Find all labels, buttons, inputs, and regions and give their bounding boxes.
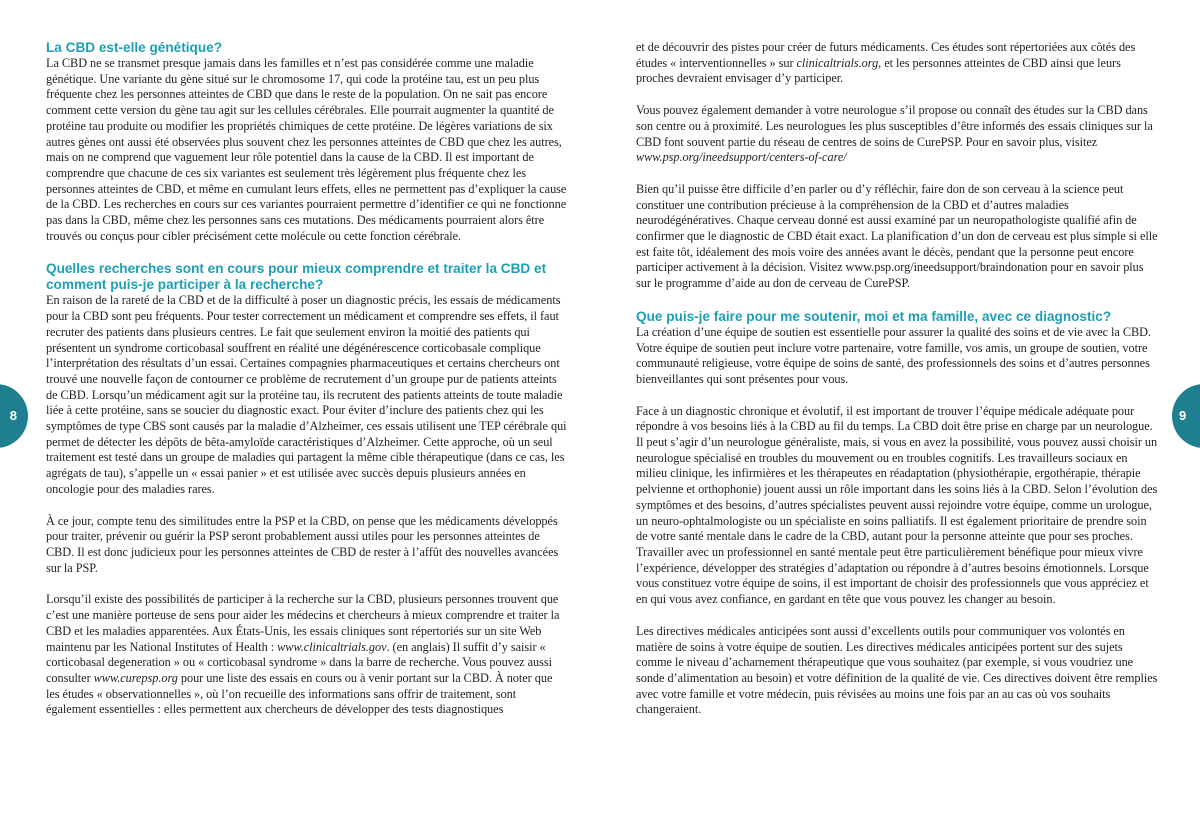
section-heading-support: Que puis-je faire pour me soutenir, moi et ma famille, avec ce diagnostic? (636, 308, 1112, 324)
link-clinicaltrials-gov[interactable]: www.clinicaltrials.gov (277, 639, 387, 654)
text-neurologist-a: Vous pouvez également demander à votre neurologue s’il propose ou connaît des études sur la CBD dans son centre ou à proximité. Les neurologues les plus susceptibles d’être informés des essais cliniques sur la CBD font souvent partie du réseau de centres de soins de CurePSP. Pour en savoir plus, visitez (636, 103, 1153, 149)
paragraph-observational-studies (636, 40, 1158, 87)
paragraph-medical-team: Face à un diagnostic chronique et évolutif, il est important de trouver l’équipe médicale adéquate pour répondre à vos besoins liés à la CBD au fil du temps. La CBD doit être prise en charge par un neurologue. Il peut s’agir d’un neurologue généraliste, mais, si vous en avez la possibilité, vous pouvez aussi choisir un neurologue spécialisé en troubles du mouvement ou en troubles cognitifs. Les travailleurs sociaux en milieu clinique, les infirmières et les thérapeutes en réadaptation (physiothérapie, ergothérapie, thérapie pelvienne et orthophonie) jouent aussi un rôle important dans les soins liés à la CBD. Selon l’évolution des symptômes et des besoins, d’autres spécialistes peuvent aussi rejoindre votre équipe, comme un urologue, un neuro-ophtalmologiste ou un spécialiste en soins palliatifs. Il est également prioritaire de prendre soin de votre santé mentale dans le cadre de la CBD, autant pour la personne atteinte que pour ses proches. Travailler avec un professionnel en santé mentale peut être particulièrement bénéfique pour mieux vivre l’expérience, développer des stratégies d’adaptation ou répondre à d’autres besoins émotionnels. Lorsque vous constituez votre équipe de soins, il est important de choisir des professionnels que vous appréciez et en qui vous avez confiance, en gardant en tête que vous pouvez les changer au besoin. (636, 403, 1158, 607)
paragraph-participation (46, 592, 568, 718)
page-number-tab-right (1172, 384, 1200, 448)
link-centers-of-care[interactable]: www.psp.org/ineedsupport/centers-of-care/ (636, 150, 847, 165)
paragraph-ask-neurologist (636, 103, 1158, 166)
left-column (46, 40, 568, 718)
paragraph-brain-donation: Bien qu’il puisse être difficile d’en parler ou d’y réfléchir, faire don de son cerveau à la science peut constituer une contribution précieuse à la compréhension de la CBD et d’autres maladies neurodégénératives. Chaque cerveau donné est aussi examiné par un neuropathologiste qualifié afin de confirmer que le diagnostic de CBD était exact. La planification d’un don de cerveau est plus simple si elle est faite tôt, idéalement des mois voire des années avant le décès, pendant que la personne peut encore participer activement à la décision. Visitez www.psp.org/ineedsupport/braindonation pour en savoir plus sur le programme d’aide au don de cerveau de CurePSP. (636, 181, 1158, 291)
section-heading-genetics: La CBD est-elle génétique? (46, 40, 222, 55)
page-number-tab-left (0, 384, 28, 448)
paragraph-psp-similarities: À ce jour, compte tenu des similitudes entre la PSP et la CBD, on pense que les médicaments développés pour traiter, prévenir ou guérir la PSP seront probablement aussi utiles pour les personnes atteintes de CBD. Il est donc judicieux pour les personnes atteintes de CBD de rester à l’affût des nouvelles avancées sur la PSP. (46, 513, 559, 575)
text-observational-a: et de découvrir des pistes pour créer de futurs médicaments. Ces études sont répertoriées aux côtés des études « interventionnelles » sur (636, 40, 1136, 70)
paragraph-research-trials: En raison de la rareté de la CBD et de la difficulté à poser un diagnostic précis, les essais de médicaments pour la CBD sont peu fréquents. Pour tester correctement un médicament et comprendre ses effets, il faut recruter des patients dans plusieurs centres. Le fait que seulement environ la moitié des patients qui présentent un syndrome corticobasal souffrent en réalité une dégénérescence corticobasale complique l’interprétation des résultats d’un essai. Certaines compagnies pharmaceutiques et certains chercheurs ont trouvé une nouvelle façon de contourner ce problème de recrutement d’un groupe pur de patients atteints de CBD. Lorsqu’un médicament agit sur la protéine tau, ils recrutent des patients atteints de toute maladie liée à cette protéine, sans se soucier du diagnostic exact. Pour éviter d’inclure des patients chez qui les symptômes de type CBS sont causés par la maladie d’Alzheimer, ces essais utilisent une TEP cérébrale qui permet de détecter les dépôts de bêta-amyloïde caractéristiques d’Alzheimer. Cette approche, où un seul traitement est testé dans un groupe de maladies qui partagent la même cible thérapeutique (dans ce cas, les agrégats de tau), s’appelle un « essai panier » et est utilisée avec succès depuis plusieurs années en oncologie pour des maladies rares. (46, 293, 567, 496)
link-clinicaltrials-org[interactable]: clinicaltrials.org (796, 55, 879, 70)
text-participation-c: pour une liste des essais en cours ou à venir portant sur la CBD. À noter que les études « observationnelles », où l’on recueille des informations sans offrir de traitement, sont également essentielles : elles permettent aux chercheurs de développer des tests diagnostiques (46, 670, 553, 717)
text-observational-b: , et les personnes atteintes de CBD ainsi que leurs proches devraient envisager d’y participer. (636, 55, 1121, 86)
page-number-left: 8 (9, 408, 17, 423)
text-participation-b: . (en anglais) Il suffit d’y saisir « corticobasal degeneration » ou « corticobasal syndrome » dans la barre de recherche. Vous pouvez aussi consulter (46, 639, 552, 685)
link-curepsp[interactable]: www.curepsp.org (93, 670, 178, 685)
right-column (636, 40, 1158, 718)
paragraph-genetics: La CBD ne se transmet presque jamais dans les familles et n’est pas considérée comme une maladie génétique. Une variante du gène situé sur le chromosome 17, qui code la protéine tau, est un peu plus fréquente chez les personnes atteintes de CBD que dans le reste de la population. On ne sait pas encore comment cette version du gène tau agit sur les cellules cérébrales. Elle pourrait augmenter la quantité de protéine tau produite ou modifier les propriétés chimiques de cette protéine. De légères variations de six autres gènes ont aussi été observées plus souvent chez les personnes atteintes de CBD que chez les autres, mais on ne comprend que vaguement leur rôle potentiel dans la cause de la CBD. Il est important de comprendre que chacune de ces six variantes est seulement très légèrement plus fréquente chez les personnes atteintes de CBD, et même en cumulant leurs effets, elles ne permettent pas d’expliquer la cause de la CBD. Les recherches en cours sur ces variantes pourraient permettre d’identifier ce qui ne fonctionne pas dans la CBD, même chez les personnes sans ces mutations. Des médicaments pourraient alors être trouvés ou conçus pour cibler précisément cette molécule ou cette fonction cérébrale. (46, 56, 567, 243)
page-number-right: 9 (1179, 408, 1187, 423)
text-participation-a: Lorsqu’il existe des possibilités de participer à la recherche sur la CBD, plusieurs personnes trouvent que c’est une manière porteuse de sens pour aider les médecins et chercheurs à mieux comprendre et traiter la CBD et les maladies apparentées. Aux États-Unis, les essais cliniques sont répertoriés sur un site Web maintenu par les National Institutes of Health : (46, 592, 560, 654)
section-heading-research: Quelles recherches sont en cours pour mieux comprendre et traiter la CBD et comment puis-je participer à la recherche? (46, 261, 547, 293)
paragraph-advance-directives: Les directives médicales anticipées sont aussi d’excellents outils pour communiquer vos volontés en matière de soins à votre équipe de soutien. Les directives médicales anticipées portent sur des sujets comme le niveau d’acharnement thérapeutique que vous souhaitez (par exemple, si vous voudriez une sonde d’alimentation au besoin) et votre définition de la qualité de vie. Ces directives doivent être remplies avec votre famille et votre médecin, puis révisées au moins une fois par an au cas où vos souhaits changeraient. (636, 623, 1158, 717)
paragraph-support-team: La création d’une équipe de soutien est essentielle pour assurer la qualité des soins et de vie avec la CBD. Votre équipe de soutien peut inclure votre partenaire, votre famille, vos amis, un groupe de soutien, votre communauté religieuse, votre équipe de soins de santé, des professionnels des soins et d’autres personnes bienveillantes qui sont présentes pour vous. (636, 324, 1151, 386)
